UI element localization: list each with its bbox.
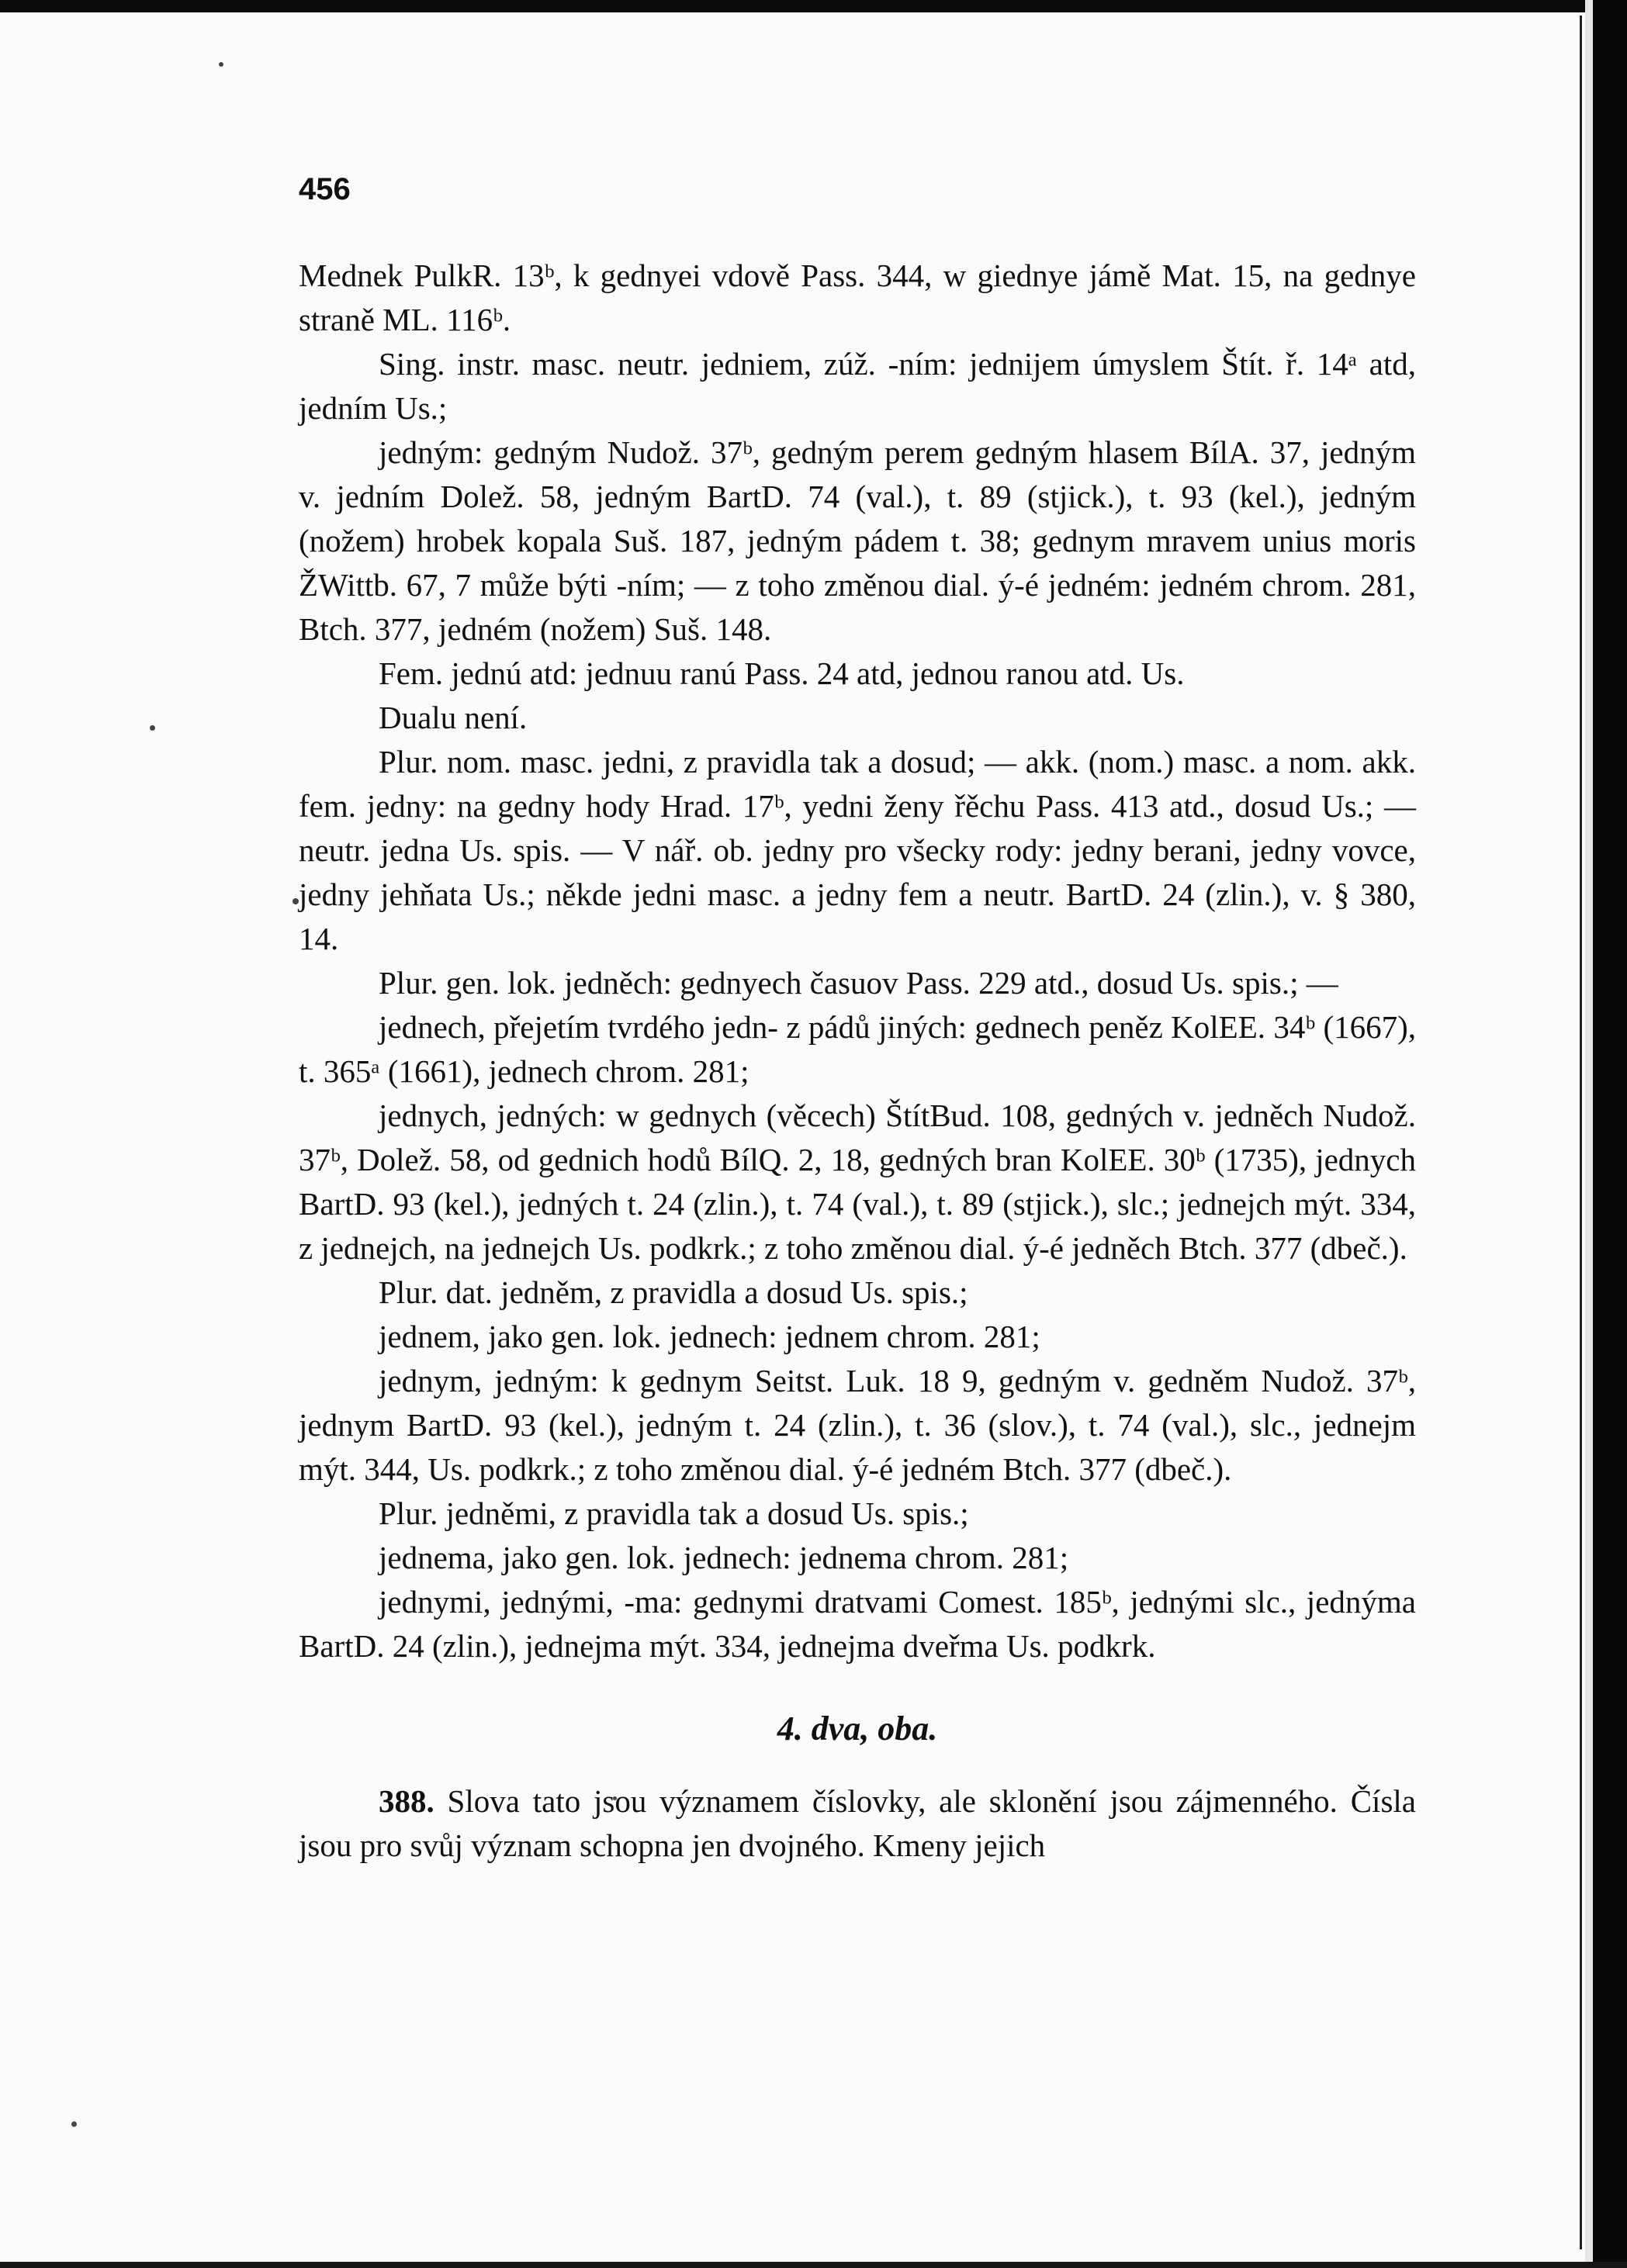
paragraph: jednym, jedným: k gednym Seitst. Luk. 18 9, gedným v. gedněm Nudož. 37ᵇ, jednym BartD. 93 (kel.), jedným t. 24 (zlin.), t. 36 (slov.), t. 74 (val.), slc., jednejm mýt. 344, Us. podkrk.; z toho změnou dial. ý-é jedném Btch. 377 (dbeč.). <box>299 1363 1416 1487</box>
page-number: 456 <box>299 172 351 206</box>
paragraph: Plur. dat. jedněm, z pravidla a dosud Us. spis.; <box>379 1274 968 1310</box>
paragraph: jedným: gedným Nudož. 37ᵇ, gedným perem gedným hlasem BílA. 37, jedným v. jedním Dolež. 58, jedným BartD. 74 (val.), t. 89 (stjick.), t. 93 (kel.), jedným (nožem) hrobek kopala Suš. 187, jedným pádem t. 38; gednym mravem unius moris ŽWittb. 67, 7 může býti -ním; — z toho změnou dial. ý-é jedném: jedném chrom. 281, Btch. 377, jedném (nožem) Suš. 148. <box>299 434 1416 647</box>
scan-speck <box>150 725 155 731</box>
paragraph: Plur. jedněmi, z pravidla tak a dosud Us. spis.; <box>379 1495 969 1531</box>
paragraph: Dualu není. <box>379 700 528 735</box>
scan-frame-top <box>0 0 1627 12</box>
numbered-paragraph <box>299 1779 1416 1868</box>
scan-speck <box>71 2121 77 2127</box>
paragraph: Sing. instr. masc. neutr. jedniem, zúž. -ním: jednijem úmyslem Štít. ř. 14ᵃ atd, jedním Us.; <box>299 346 1416 426</box>
scan-frame-right <box>1593 0 1627 2268</box>
section-title: 4. dva, oba. <box>777 1710 938 1748</box>
paragraph-number: 388. <box>379 1783 434 1819</box>
paragraph: jednymi, jednými, -ma: gednymi dratvami Comest. 185ᵇ, jednými slc., jednýma BartD. 24 (zlin.), jednejma mýt. 334, jednejma dveřma Us. podkrk. <box>299 1584 1416 1664</box>
scan-speck <box>219 62 223 67</box>
scan-frame-right-inner <box>1585 0 1593 2268</box>
document-page <box>299 172 1416 1868</box>
paragraph: Plur. gen. lok. jedněch: gednyech časuov Pass. 229 atd., dosud Us. spis.; — <box>379 965 1338 1001</box>
paragraph: jednem, jako gen. lok. jednech: jednem chrom. 281; <box>379 1319 1040 1354</box>
paragraph: Mednek PulkR. 13ᵇ, k gednyei vdově Pass. 344, w giednye jámě Mat. 15, na gednye straně ML. 116ᵇ. <box>299 258 1416 337</box>
scan-frame-bottom <box>0 2262 1627 2268</box>
paragraph: Plur. nom. masc. jedni, z pravidla tak a dosud; — akk. (nom.) masc. a nom. akk. fem. jedny: na gedny hody Hrad. 17ᵇ, yedni ženy řěchu Pass. 413 atd., dosud Us.; — neutr. jedna Us. spis. — V nář. ob. jedny pro všecky rody: jedny berani, jedny vovce, jedny jehňata Us.; někde jedni masc. a jedny fem a neutr. BartD. 24 (zlin.), v. § 380, 14. <box>299 744 1416 956</box>
paragraph: jednema, jako gen. lok. jednech: jednema chrom. 281; <box>379 1540 1069 1575</box>
paragraph: jednych, jedných: w gednych (věcech) ŠtítBud. 108, gedných v. jedněch Nudož. 37ᵇ, Dolež. 58, od gednich hodů BílQ. 2, 18, gedných bran KolEE. 30ᵇ (1735), jednych BartD. 93 (kel.), jedných t. 24 (zlin.), t. 74 (val.), t. 89 (stjick.), slc.; jednejch mýt. 334, z jednejch, na jednejch Us. podkrk.; z toho změnou dial. ý-é jedněch Btch. 377 (dbeč.). <box>299 1098 1416 1266</box>
paragraph: jednech, přejetím tvrdého jedn- z pádů jiných: gednech peněz KolEE. 34ᵇ (1667), t. 365ᵃ (1661), jednech chrom. 281; <box>299 1009 1416 1089</box>
scan-speck <box>293 898 299 904</box>
paragraph-text: Slova tato jsou významem číslovky, ale sklonění jsou zájmenného. Čísla jsou pro svůj význam schopna jen dvojného. Kmeny jejich <box>299 1783 1416 1863</box>
scan-frame-line <box>1580 16 1582 2249</box>
paragraph: Fem. jednú atd: jednuu ranú Pass. 24 atd, jednou ranou atd. Us. <box>379 655 1185 691</box>
